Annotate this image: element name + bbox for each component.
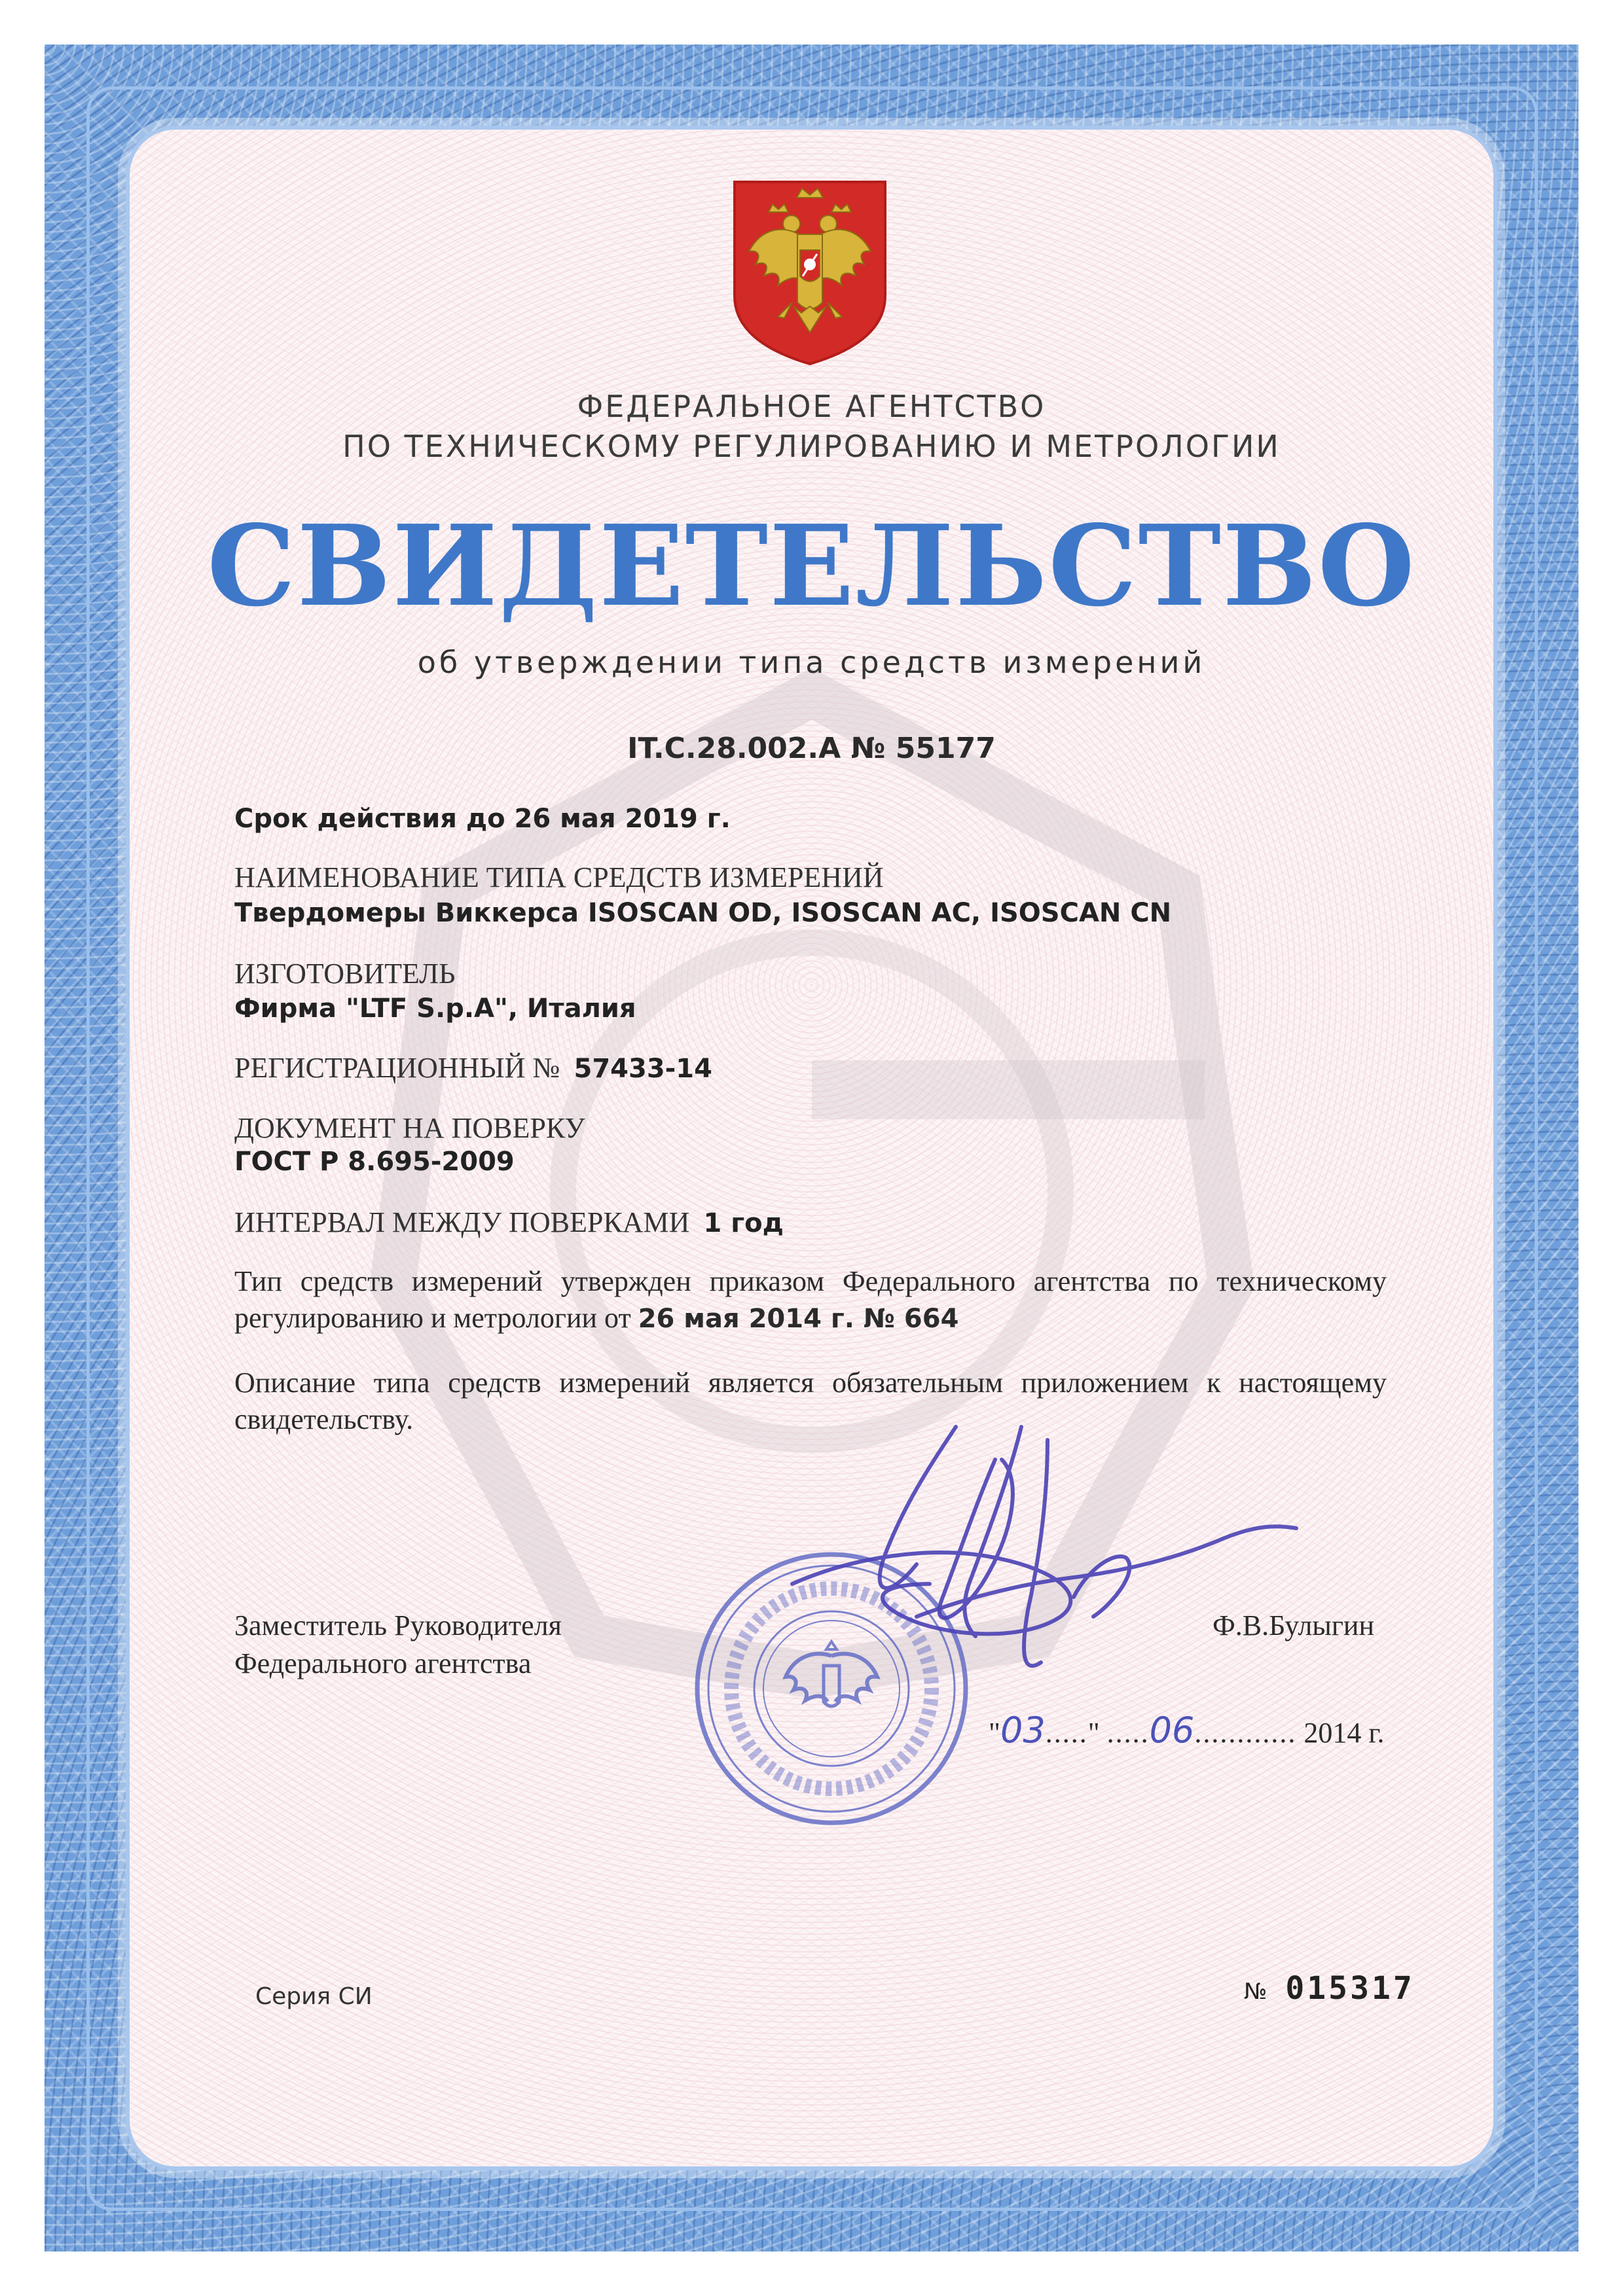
document-subtitle: об утверждении типа средств измерений bbox=[417, 645, 1206, 680]
date-day: 03 bbox=[1000, 1710, 1046, 1751]
agency-name-line1: ФЕДЕРАЛЬНОЕ АГЕНТСТВО bbox=[577, 389, 1046, 424]
agency-name-line2: ПО ТЕХНИЧЕСКОМУ РЕГУЛИРОВАНИЮ И МЕТРОЛОГИИ bbox=[342, 429, 1281, 464]
document-title: СВИДЕТЕЛЬСТВО bbox=[207, 501, 1416, 632]
date-year: 2014 г. bbox=[1304, 1717, 1385, 1749]
approval-order-date: 26 мая 2014 г. № 664 bbox=[638, 1304, 959, 1334]
description-paragraph: Описание типа средств измерений является обязательным приложением к настоящему свидетельству. bbox=[234, 1367, 1387, 1435]
type-name-value: Твердомеры Виккерса ISOSCAN OD, ISOSCAN AC, ISOSCAN CN bbox=[234, 898, 1172, 928]
manufacturer-label: ИЗГОТОВИТЕЛЬ bbox=[234, 958, 456, 990]
interval-row bbox=[234, 1206, 784, 1239]
approval-text: Тип средств измерений утвержден приказом Федерального агентства по техническому регулированию и метрологии от bbox=[234, 1265, 1387, 1334]
interval-value: 1 год bbox=[703, 1208, 784, 1238]
form-serial-number bbox=[1244, 1970, 1415, 2007]
registration-row bbox=[234, 1051, 712, 1085]
form-series: Серия СИ bbox=[255, 1983, 373, 2010]
russian-coat-of-arms-icon bbox=[729, 178, 890, 368]
manufacturer-value: Фирма "LTF S.p.A", Италия bbox=[234, 994, 636, 1024]
approval-paragraph bbox=[234, 1263, 1387, 1337]
interval-label: ИНТЕРВАЛ МЕЖДУ ПОВЕРКАМИ bbox=[234, 1206, 690, 1238]
registration-label: РЕГИСТРАЦИОННЫЙ № bbox=[234, 1052, 560, 1084]
type-name-label: НАИМЕНОВАНИЕ ТИПА СРЕДСТВ ИЗМЕРЕНИЙ bbox=[234, 861, 884, 893]
serial-number-value: 015317 bbox=[1285, 1970, 1415, 2007]
verification-doc-label: ДОКУМЕНТ НА ПОВЕРКУ bbox=[234, 1112, 585, 1144]
registration-value: 57433-14 bbox=[574, 1054, 712, 1084]
signer-name: Ф.В.Булыгин bbox=[1213, 1609, 1375, 1641]
number-sign: № bbox=[1244, 1979, 1267, 2005]
signature-date: "03....." .....06............ 2014 г. bbox=[989, 1710, 1385, 1751]
validity-period: Срок действия до 26 мая 2019 г. bbox=[234, 804, 731, 834]
certificate-number: IT.C.28.002.A № 55177 bbox=[627, 732, 996, 765]
signer-position-line1: Заместитель Руководителя bbox=[234, 1609, 562, 1641]
signer-position-line2: Федерального агентства bbox=[234, 1647, 532, 1679]
signer-position bbox=[234, 1607, 562, 1683]
date-month: 06 bbox=[1149, 1710, 1195, 1751]
verification-doc-value: ГОСТ Р 8.695-2009 bbox=[234, 1147, 515, 1177]
